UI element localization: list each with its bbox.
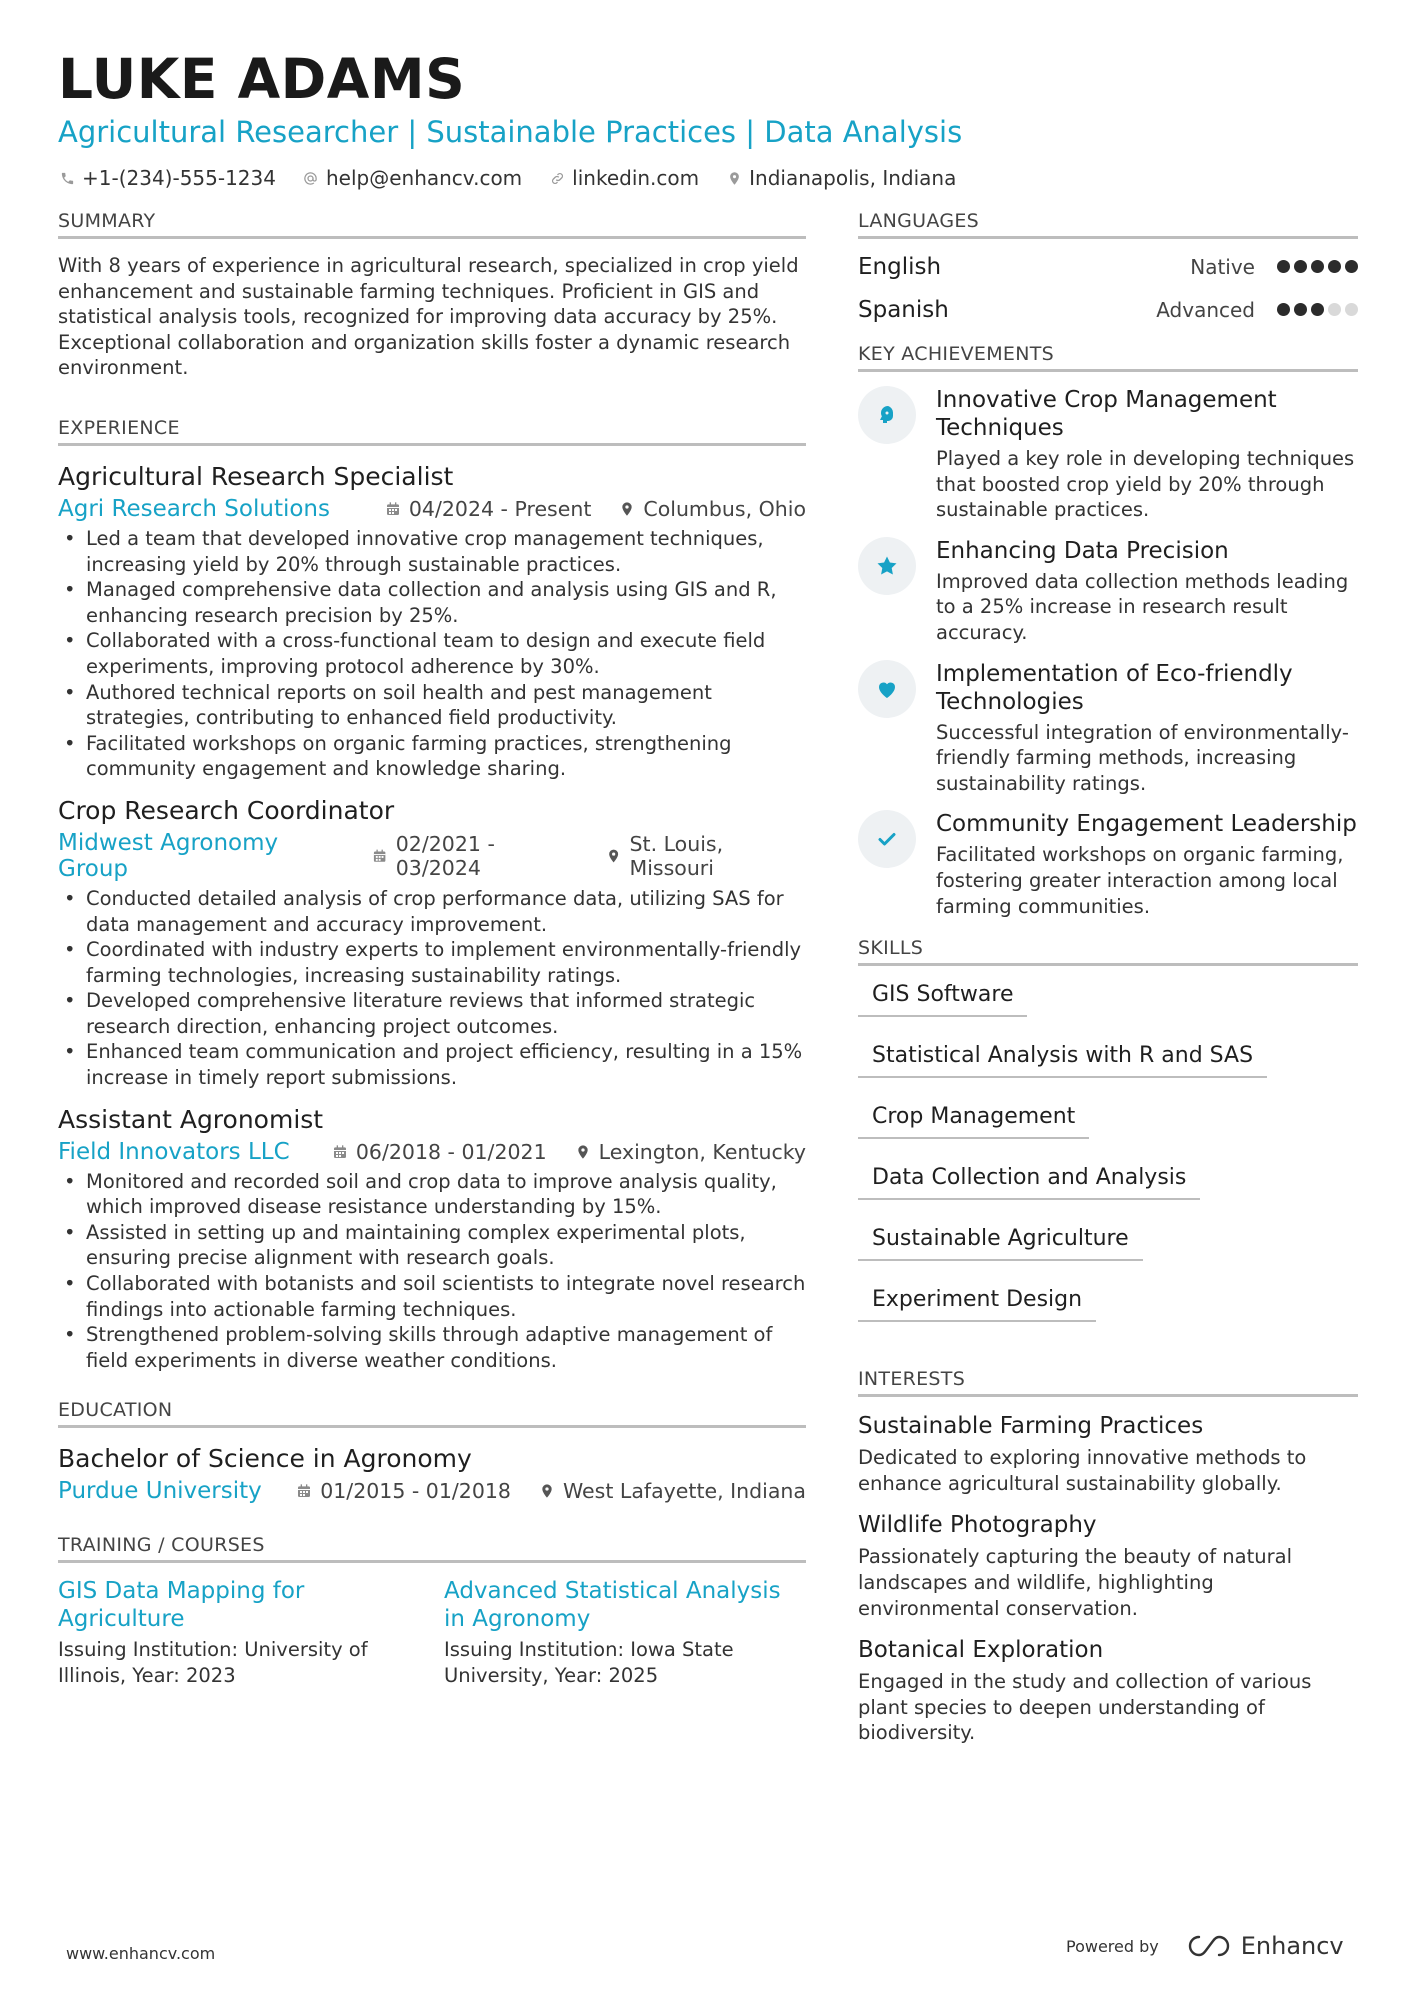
summary-heading: SUMMARY [58,210,806,239]
list-item: • Conducted detailed analysis of crop performance data, utilizing SAS for data management and accuracy improvement. [58,886,806,937]
calendar-icon [296,1483,312,1499]
job-entry [58,460,806,782]
course-desc: Issuing Institution: University of Illinois, Year: 2023 [58,1638,368,1687]
list-item: • Collaborated with a cross-functional team to design and execute field experiments, improving protocol adherence by 30%. [58,628,806,679]
languages-heading: LANGUAGES [858,210,1358,239]
interest-title: Botanical Exploration [858,1637,1104,1664]
rating-dot-filled [1294,303,1307,316]
interest-title: Wildlife Photography [858,1512,1097,1539]
job-entry [58,794,806,1091]
language-level: Native [1190,254,1255,279]
contact-email[interactable] [302,166,522,190]
interest-title: Sustainable Farming Practices [858,1413,1204,1440]
achievement-desc: Successful integration of environmentally-friendly farming methods, increasing sustainability ratings. [936,720,1349,795]
achievement-item [858,537,1358,646]
brand-name: Enhancv [1240,1932,1344,1960]
education-meta [58,1478,806,1504]
list-item: • Enhanced team communication and project efficiency, resulting in a 15% increase in timely report submissions. [58,1039,806,1090]
list-item: • Managed comprehensive data collection and analysis using GIS and R, enhancing research precision by 25%. [58,577,806,628]
job-bullets [58,886,806,1091]
interest-desc: Passionately capturing the beauty of natural landscapes and wildlife, highlighting environmental conservation. [858,1545,1292,1620]
skill-tag: Crop Management [858,1096,1089,1139]
summary-text: With 8 years of experience in agricultural research, specialized in crop yield enhancement and sustainable farming techniques. Proficient in GIS and statistical analysis tools, recognized for improving data accuracy by 25%. Exceptional collaboration and organization skills foster a dynamic research environment. [58,254,799,380]
education-section [58,1399,806,1504]
rating-dot-filled [1277,260,1290,273]
course-title: Advanced Statistical Analysis in Agronomy [444,1578,781,1633]
rating-dot-filled [1277,303,1290,316]
education-dates: 01/2015 - 01/2018 [296,1479,511,1503]
list-item: • Monitored and recorded soil and crop data to improve analysis quality, which improved disease resistance understanding by 15%. [58,1169,806,1220]
job-dates: 06/2018 - 01/2021 [332,1140,547,1164]
courses-list [58,1577,806,1688]
interests-heading: INTERESTS [858,1368,1358,1397]
skills-list [858,974,1358,1340]
list-item: • Coordinated with industry experts to implement environmentally-friendly farming technologies, increasing sustainability ratings. [58,937,806,988]
skill-tag: Data Collection and Analysis [858,1157,1200,1200]
list-item: • Developed comprehensive literature reviews that informed strategic research direction, enhancing project outcomes. [58,988,806,1039]
interest-desc: Engaged in the study and collection of various plant species to deepen understanding of biodiversity. [858,1670,1312,1745]
contact-linkedin[interactable] [548,166,699,190]
location-pin-icon [575,1144,591,1160]
email-text[interactable]: help@enhancv.com [325,166,523,190]
achievement-desc: Played a key role in developing techniques that boosted crop yield by 20% through sustainable practices. [936,447,1355,522]
phone-text: +1-(234)-555-1234 [82,166,276,190]
contact-phone [58,166,276,190]
achievement-desc: Facilitated workshops on organic farming, fostering greater interaction among local farming communities. [936,843,1344,918]
skill-tag: Experiment Design [858,1279,1096,1322]
list-item: • Facilitated workshops on organic farming practices, strengthening community engagement and knowledge sharing. [58,731,806,782]
rating-dot-filled [1294,260,1307,273]
job-title: Crop Research Coordinator [58,795,395,825]
location-pin-icon [539,1483,555,1499]
heart-icon [858,660,916,718]
achievements-heading: KEY ACHIEVEMENTS [858,343,1358,372]
contact-location [725,166,956,190]
experience-section [58,417,806,1373]
link-icon [548,169,566,187]
rating-dots [1273,303,1358,316]
at-icon [302,169,320,187]
language-item [858,245,1358,288]
skill-tag: GIS Software [858,974,1027,1017]
company-name: Field Innovators LLC [58,1138,290,1165]
achievement-item [858,386,1358,523]
company-name: Agri Research Solutions [58,495,330,522]
language-name: English [858,253,942,280]
language-name: Spanish [858,296,949,323]
left-column [58,210,806,1689]
job-location: St. Louis, Missouri [606,832,806,880]
skill-tag: Statistical Analysis with R and SAS [858,1035,1267,1078]
candidate-tagline: Agricultural Researcher | Sustainable Practices | Data Analysis [58,115,963,149]
achievements-section [858,343,1358,919]
location-pin-icon [606,848,621,864]
course-item [444,1577,806,1688]
job-meta [58,830,806,882]
location-pin-icon [725,169,743,187]
list-item: • Assisted in setting up and maintaining complex experimental plots, ensuring precise alignment with research goals. [58,1220,806,1271]
job-title: Agricultural Research Specialist [58,461,454,491]
contact-bar [58,166,1358,190]
job-dates: 02/2021 - 03/2024 [372,832,578,880]
training-section [58,1534,806,1688]
star-icon [858,537,916,595]
rating-dot-empty [1345,303,1358,316]
language-level: Advanced [1156,297,1255,322]
rating-dot-filled [1311,260,1324,273]
location-pin-icon [619,501,635,517]
job-location: Lexington, Kentucky [575,1140,806,1164]
job-meta [58,1139,806,1165]
linkedin-text[interactable]: linkedin.com [572,166,700,190]
education-location: West Lafayette, Indiana [539,1479,806,1503]
achievement-title: Enhancing Data Precision [936,537,1229,564]
job-bullets [58,1169,806,1374]
summary-section [58,210,806,381]
education-heading: EDUCATION [58,1399,806,1428]
powered-by-label: Powered by [1066,1936,1159,1956]
degree-title: Bachelor of Science in Agronomy [58,1444,472,1474]
brand-logo[interactable] [1187,1932,1344,1960]
skill-tag: Sustainable Agriculture [858,1218,1143,1261]
list-item: • Authored technical reports on soil health and pest management strategies, contributing to enhanced field productivity. [58,680,806,731]
brain-icon [858,386,916,444]
school-name: Purdue University [58,1478,262,1505]
language-item [858,288,1358,331]
footer-website[interactable]: www.enhancv.com [66,1944,216,1963]
interest-desc: Dedicated to exploring innovative methods to enhance agricultural sustainability globally. [858,1446,1307,1495]
skills-heading: SKILLS [858,937,1358,966]
rating-dot-filled [1345,260,1358,273]
course-title: GIS Data Mapping for Agriculture [58,1578,305,1633]
rating-dot-filled [1328,260,1341,273]
enhancv-logo-icon [1187,1933,1233,1959]
interests-section [858,1368,1358,1746]
list-item: • Collaborated with botanists and soil scientists to integrate novel research findings into actionable farming techniques. [58,1271,806,1322]
footer-powered [1066,1932,1344,1960]
phone-icon [58,169,76,187]
skills-section [858,937,1358,1340]
course-item [58,1577,420,1688]
calendar-icon [332,1144,348,1160]
check-icon [858,810,916,868]
rating-dot-filled [1311,303,1324,316]
job-location: Columbus, Ohio [619,497,806,521]
job-meta [58,496,806,522]
list-item: • Strengthened problem-solving skills through adaptive management of field experiments in diverse weather conditions. [58,1322,806,1373]
right-column [858,210,1358,1760]
achievement-item [858,810,1358,919]
course-desc: Issuing Institution: Iowa State University, Year: 2025 [444,1638,734,1687]
rating-dots [1273,260,1358,273]
calendar-icon [372,848,387,864]
job-title: Assistant Agronomist [58,1104,324,1134]
location-text: Indianapolis, Indiana [749,166,957,190]
job-entry [58,1103,806,1374]
resume-header [58,46,1358,190]
achievement-title: Implementation of Eco-friendly Technologies [936,660,1293,715]
job-bullets [58,526,806,782]
list-item: • Led a team that developed innovative crop management techniques, increasing yield by 20% through sustainable practices. [58,526,806,577]
candidate-name: LUKE ADAMS [58,47,466,111]
achievement-desc: Improved data collection methods leading to a 25% increase in research result accuracy. [936,569,1349,644]
experience-heading: EXPERIENCE [58,417,806,446]
training-heading: TRAINING / COURSES [58,1534,806,1563]
achievement-title: Community Engagement Leadership [936,811,1357,838]
languages-section [858,210,1358,331]
calendar-icon [385,501,401,517]
job-dates: 04/2024 - Present [385,497,592,521]
achievement-item [858,660,1358,797]
achievement-title: Innovative Crop Management Techniques [936,387,1277,441]
rating-dot-empty [1328,303,1341,316]
company-name: Midwest Agronomy Group [58,829,279,882]
